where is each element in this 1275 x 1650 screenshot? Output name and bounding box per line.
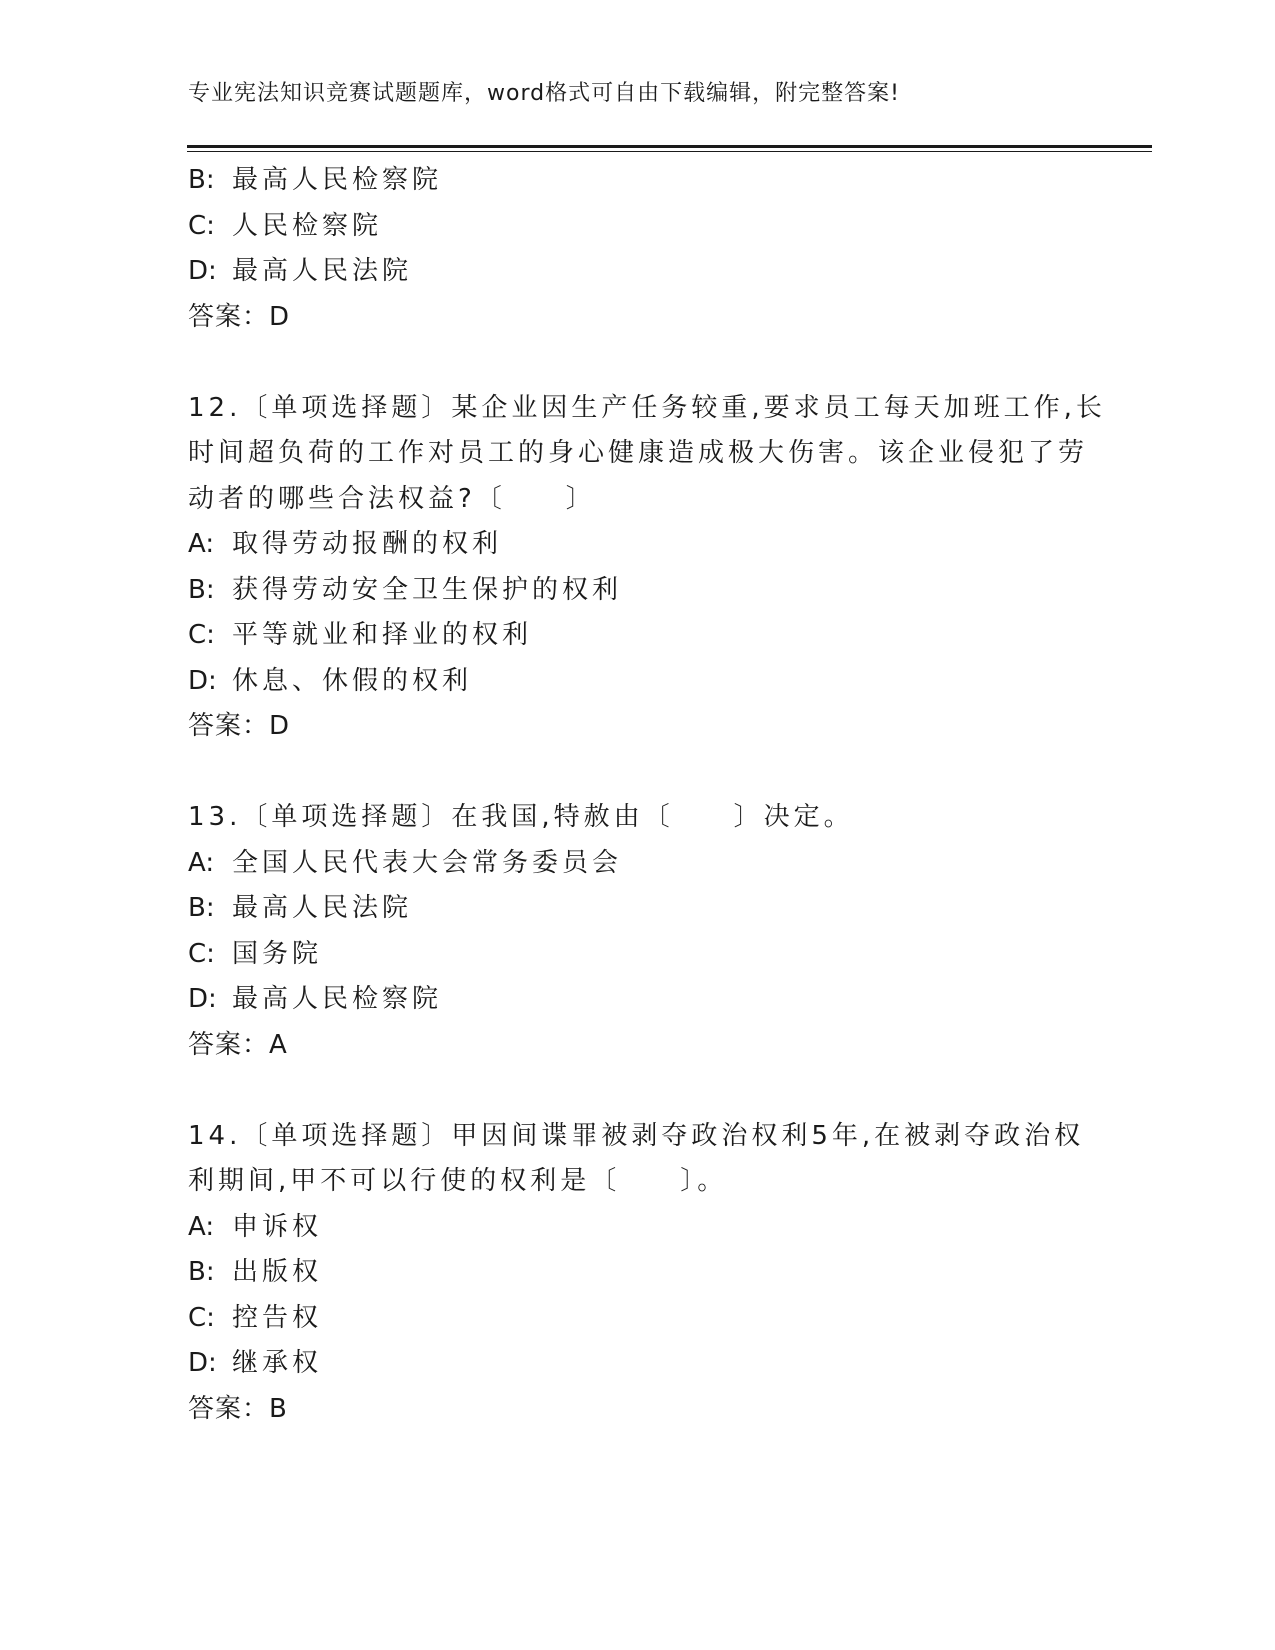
option-c (188, 204, 1088, 250)
spacer (188, 750, 1088, 796)
spacer (188, 1068, 1088, 1114)
option-text: 最高人民法院 (232, 893, 413, 923)
option-d (188, 659, 1088, 705)
option-d (188, 977, 1088, 1023)
option-text: 国务院 (232, 938, 323, 969)
answer-line: 答案：D (188, 301, 291, 332)
option-key: D: (188, 1348, 217, 1378)
page-header: 专业宪法知识竞赛试题题库，word格式可自由下载编辑，附完整答案! (188, 81, 900, 106)
option-key: A: (188, 1211, 215, 1242)
option-key: C: (188, 938, 215, 969)
option-c (188, 613, 1088, 659)
option-b (188, 1250, 1088, 1296)
header-rule (187, 145, 1152, 148)
option-a (188, 841, 1088, 887)
option-a (188, 522, 1088, 568)
option-key: A: (188, 529, 215, 559)
option-d (188, 1341, 1088, 1387)
option-text: 控告权 (232, 1302, 323, 1333)
option-key: A: (188, 847, 215, 878)
option-b (188, 886, 1088, 932)
question-stem-line: 动者的哪些合法权益?〔 〕 (188, 483, 596, 514)
spacer (188, 340, 1088, 386)
option-key: D: (188, 256, 217, 286)
option-text: 最高人民检察院 (232, 165, 443, 195)
option-text: 平等就业和择业的权利 (232, 620, 533, 650)
question-stem-line: 利期间,甲不可以行使的权利是〔 〕。 (188, 1166, 728, 1196)
header-rule-thin (187, 151, 1152, 152)
option-text: 申诉权 (232, 1211, 323, 1242)
question-stem-line: 时间超负荷的工作对员工的身心健康造成极大伤害。该企业侵犯了劳 (188, 438, 1089, 468)
option-text: 继承权 (232, 1348, 323, 1378)
option-text: 人民检察院 (232, 210, 383, 241)
question-stem-line: 14.〔单项选择题〕甲因间谍罪被剥夺政治权利5年,在被剥夺政治权 (188, 1120, 1085, 1151)
answer-line: 答案：B (188, 1393, 288, 1424)
option-key: C: (188, 210, 215, 241)
question-stem-line: 13.〔单项选择题〕在我国,特赦由〔 〕决定。 (188, 802, 854, 832)
option-b (188, 158, 1088, 204)
question-block-14 (188, 1114, 1088, 1433)
option-text: 休息、休假的权利 (232, 665, 473, 696)
option-key: B: (188, 893, 215, 923)
option-text: 最高人民检察院 (232, 984, 443, 1014)
question-content (188, 158, 1106, 1432)
option-key: D: (188, 984, 217, 1014)
option-d (188, 249, 1088, 295)
answer-line: 答案：A (188, 1029, 288, 1060)
option-key: C: (188, 620, 215, 650)
question-block-13 (188, 795, 1088, 1068)
option-key: D: (188, 665, 217, 696)
question-block-12 (188, 386, 1106, 750)
option-b (188, 568, 1088, 614)
option-key: C: (188, 1302, 215, 1333)
option-key: B: (188, 1257, 215, 1287)
option-text: 出版权 (232, 1257, 323, 1287)
option-text: 全国人民代表大会常务委员会 (232, 847, 623, 878)
option-key: B: (188, 165, 215, 195)
option-text: 取得劳动报酬的权利 (232, 529, 503, 559)
option-c (188, 1296, 1088, 1342)
question-stem-line: 12.〔单项选择题〕某企业因生产任务较重,要求员工每天加班工作,长 (188, 392, 1106, 423)
option-text: 最高人民法院 (232, 256, 413, 286)
option-text: 获得劳动安全卫生保护的权利 (232, 574, 623, 605)
answer-line: 答案：D (188, 711, 291, 741)
option-c (188, 932, 1088, 978)
question-block-prev (188, 158, 1088, 340)
option-a (188, 1205, 1088, 1251)
option-key: B: (188, 574, 215, 605)
